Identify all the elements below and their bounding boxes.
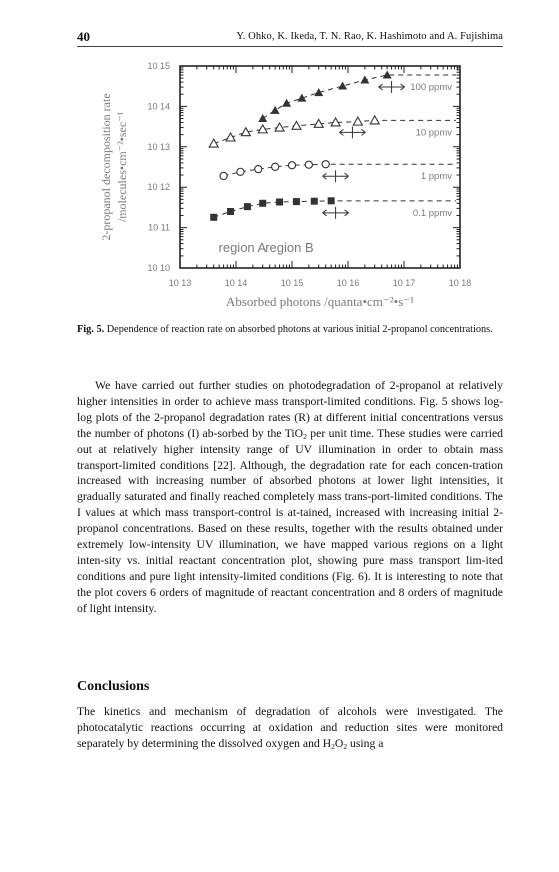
paragraph-1-subscript: 2: [303, 431, 307, 441]
conclusions-run-4: using a: [347, 736, 384, 750]
marker-filled-triangle: [258, 114, 267, 122]
x-tick-label: 10 14: [224, 278, 248, 288]
marker-open-triangle: [275, 123, 284, 131]
marker-filled-triangle: [360, 76, 369, 84]
running-head: Y. Ohko, K. Ikeda, T. N. Rao, K. Hashimoto and A. Fujishima: [236, 31, 503, 42]
y-tick-label: 10 13: [147, 141, 170, 152]
y-tick-label: 10 11: [148, 222, 170, 233]
x-tick-label: 10 13: [168, 278, 192, 288]
conclusions-text: [77, 704, 503, 752]
conclusions-subscript-2: 2: [343, 741, 348, 751]
marker-open-circle: [305, 161, 312, 168]
transition-arrow: [323, 207, 349, 219]
conclusions-paragraph: [77, 704, 503, 752]
marker-open-triangle: [226, 133, 235, 141]
paragraph-1-run-2: per unit time. These studies were carried out at relatively higher intensity range of UV illumination in order to obtain mass transport-limited conditions [22]. Although, the degradation rate for each concen-tration increased with increasing number of absorbed photons at lower light intensities, it gradually saturated and finally reached completely mass trans-port-limited conditions. The I values at which mass transport-control is at-tained, increased with increasing initial 2-propanol concentrations. Based on these results, together with the results obtained under extremely low-intensity UV illumination, we have mapped various regions on a light inten-sity vs. initial reactant concentration plot, showing pure mass transport lim-ited conditions and pure light intensity-limited conditions (Fig. 6). It is interesting to note that the plot covers 6 orders of magnitude of reactant concentration and 8 orders of magnitude of light intensity.: [77, 426, 503, 615]
conclusions-heading: Conclusions: [77, 679, 150, 694]
marker-open-circle: [237, 168, 244, 175]
series-label: 1 ppmv: [420, 171, 452, 183]
figure-caption: [77, 324, 503, 336]
transition-arrow: [379, 81, 405, 93]
region-b-label: region B: [265, 240, 314, 255]
paragraph-1-run-0: We have carried out further studies on photodegradation of 2-propanol at relatively higher intensities in order to achieve mass transport-limited conditions. Fig. 5 shows log-log plots of the 2-propanol degradation rates (R) at different initial concentrations versus the number of photons (I) ab-sorbed by the TiO: [77, 379, 503, 440]
marker-filled-square: [293, 198, 300, 205]
region-a-label: region A: [218, 240, 267, 255]
conclusions-run-0: The kinetics and mechanism of degradation of alcohols were investigated. The photocatalytic reactions occurring at oxidation and reduction sites were monitored separately by determining the dissolved oxygen and H: [77, 705, 503, 750]
series-label: 10 ppmv: [415, 127, 452, 139]
paragraph-1: [77, 378, 503, 617]
marker-open-circle: [220, 172, 227, 179]
conclusions-subscript-1: 2: [331, 741, 335, 751]
marker-open-circle: [288, 162, 295, 169]
marker-filled-square: [328, 197, 335, 204]
marker-open-circle: [255, 166, 262, 173]
marker-filled-square: [227, 208, 234, 215]
marker-open-triangle: [209, 139, 218, 147]
plot-frame: [180, 66, 460, 268]
conclusions-run-2: O: [334, 736, 344, 750]
y-tick-label: 10 15: [147, 61, 170, 71]
marker-filled-square: [210, 214, 217, 221]
x-axis-label: Absorbed photons /quanta•cm⁻²•s⁻¹: [225, 294, 415, 309]
marker-open-circle: [272, 163, 279, 170]
series-label: 0.1 ppmv: [412, 207, 452, 219]
body-text: [77, 378, 503, 617]
marker-filled-triangle: [271, 106, 280, 114]
page-header: [77, 30, 503, 46]
y-tick-label: 10 12: [147, 182, 170, 193]
x-tick-label: 10 18: [448, 278, 472, 288]
marker-filled-square: [259, 200, 266, 207]
caption-text: Dependence of reaction rate on absorbed photons at various initial 2-propanol concentrations.: [104, 324, 493, 335]
y-axis-label-line1: 2-propanol decomposition rate: [99, 93, 113, 241]
marker-open-triangle: [292, 121, 301, 129]
marker-filled-triangle: [297, 94, 306, 102]
marker-filled-square: [276, 199, 283, 206]
page-number: 40: [77, 29, 90, 44]
header-rule: [77, 46, 503, 47]
x-tick-label: 10 16: [336, 278, 360, 288]
transition-arrow: [339, 126, 365, 138]
marker-filled-square: [311, 198, 318, 205]
marker-open-triangle: [353, 117, 362, 125]
y-tick-label: 10 14: [147, 101, 170, 112]
figure-5: [90, 58, 510, 318]
series-label: 100 ppmv: [410, 81, 452, 93]
x-tick-label: 10 17: [392, 278, 416, 288]
marker-filled-square: [244, 203, 251, 210]
marker-open-circle: [322, 161, 329, 168]
y-axis-label-line2: /molecules•cm⁻²•sec⁻¹: [115, 111, 129, 223]
x-tick-label: 10 15: [280, 278, 304, 288]
axis-ticks: [180, 66, 460, 268]
y-tick-label: 10 10: [147, 263, 170, 273]
transition-arrow: [323, 170, 349, 182]
marker-filled-triangle: [282, 99, 291, 107]
caption-label: Fig. 5.: [77, 324, 105, 335]
rate-vs-photons-chart: [90, 58, 510, 318]
